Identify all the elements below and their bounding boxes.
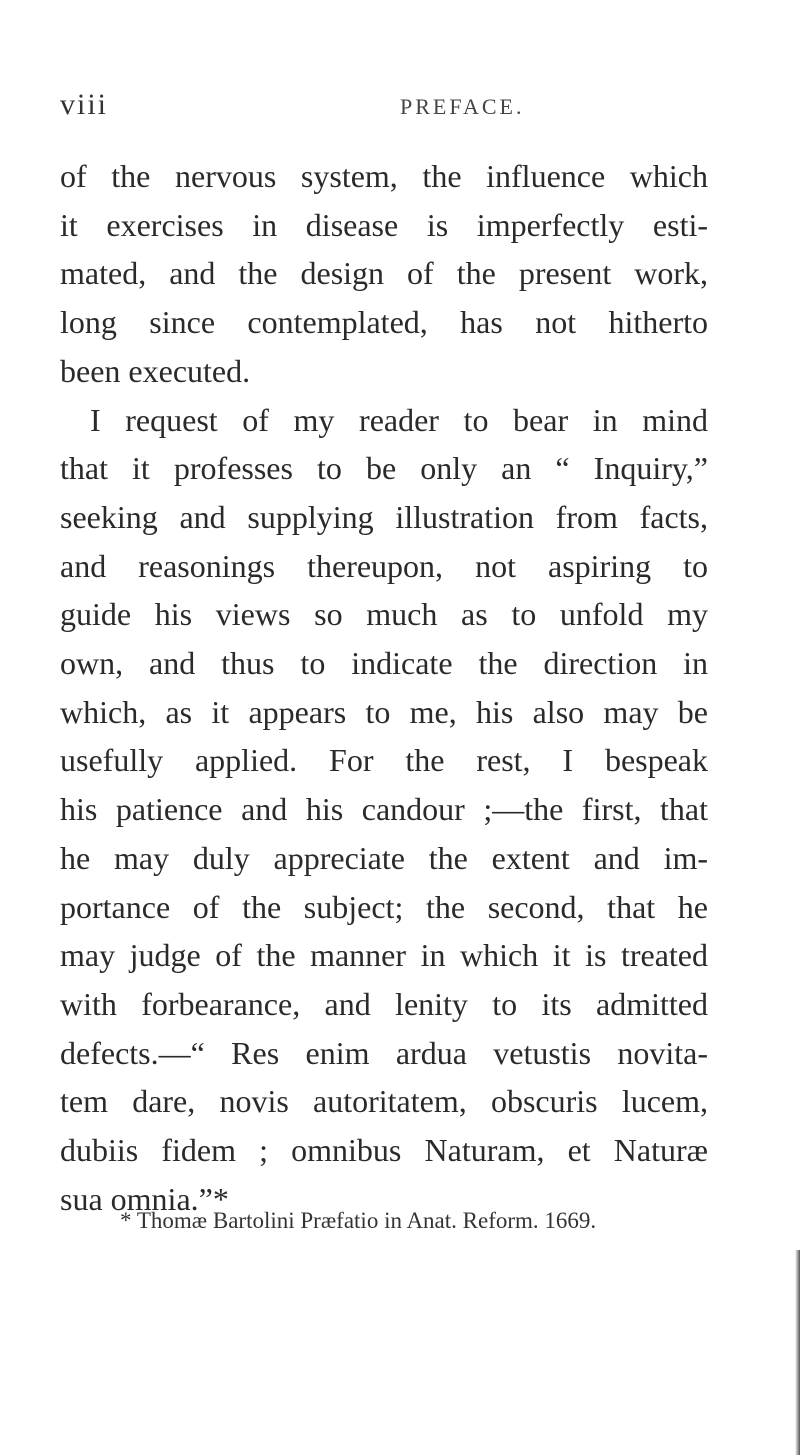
footnote: * Thomæ Bartolini Præfatio in Anat. Reform. 1669.	[120, 1208, 597, 1233]
text-line: may judge of the manner in which it is treated	[60, 937, 708, 974]
page-header	[60, 88, 746, 128]
text-line: it exercises in disease is imperfectly esti-	[60, 206, 708, 243]
text-line: with forbearance, and lenity to its admitted	[60, 985, 708, 1022]
text-line: usefully applied. For the rest, I bespeak	[60, 742, 708, 779]
text-line: mated, and the design of the present work,	[60, 255, 708, 292]
text-line: dubiis fidem ; omnibus Naturam, et Naturæ	[60, 1132, 708, 1169]
paragraph-start-line: I request of my reader to bear in mind	[90, 401, 708, 438]
text-line: long since contemplated, has not hitherto	[60, 304, 708, 341]
text-line: sua omnia.”*	[60, 1180, 229, 1217]
text-line: tem dare, novis autoritatem, obscuris lucem,	[60, 1083, 708, 1120]
text-line: he may duly appreciate the extent and im-	[60, 839, 708, 876]
text-line: of the nervous system, the influence which	[60, 158, 708, 194]
text-line: been executed.	[60, 352, 251, 389]
text-line: his patience and his candour ;—the first, that	[60, 791, 708, 828]
text-line: seeking and supplying illustration from facts,	[60, 498, 708, 535]
text-line: own, and thus to indicate the direction in	[60, 645, 708, 682]
page-number: viii	[60, 88, 109, 121]
running-head: PREFACE.	[400, 94, 525, 119]
text-line: and reasonings thereupon, not aspiring to	[60, 547, 708, 584]
text-line: which, as it appears to me, his also may be	[60, 693, 708, 730]
text-line: portance of the subject; the second, that he	[60, 888, 708, 925]
text-line: that it professes to be only an “ Inquiry,”	[60, 450, 708, 487]
scan-edge-shadow	[795, 1250, 800, 1455]
text-line: defects.—“ Res enim ardua vetustis novita-	[60, 1034, 708, 1071]
body-text	[60, 152, 708, 1223]
text-line: guide his views so much as to unfold my	[60, 596, 708, 633]
